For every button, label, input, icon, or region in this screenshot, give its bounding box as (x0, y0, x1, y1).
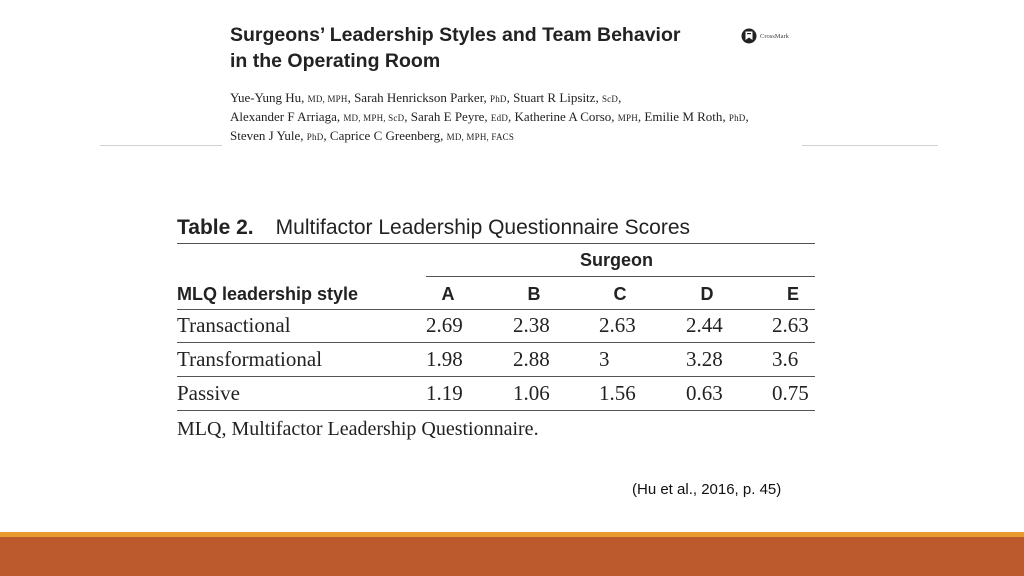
table-cell: 2.38 (513, 313, 550, 337)
table-cell: 3 (599, 347, 610, 371)
author-name: Alexander F Arriaga, (230, 109, 344, 124)
author-name: , Stuart R Lipsitz, (506, 90, 602, 105)
author-name: , Sarah Henrickson Parker, (347, 90, 490, 105)
author-degree: MD, MPH, FACS (446, 132, 515, 142)
author-name: Steven J Yule, (230, 128, 307, 143)
author-list (230, 89, 810, 146)
table-cell: 0.63 (686, 381, 723, 405)
citation: (Hu et al., 2016, p. 45) (632, 481, 782, 498)
author-degree: MPH (617, 113, 638, 123)
table-cell: 0.75 (772, 381, 809, 405)
author-name: Yue-Yung Hu, (230, 90, 308, 105)
author-line (230, 89, 810, 108)
author-degree: MD, MPH (307, 94, 348, 104)
column-header-b: B (527, 284, 541, 304)
table-top-rule (177, 243, 815, 244)
table-cell: 2.63 (599, 313, 636, 337)
table-caption: Multifactor Leadership Questionnaire Scores (275, 216, 691, 239)
row-divider-2 (177, 376, 815, 377)
row-label-passive: Passive (177, 381, 240, 405)
table-heading (177, 214, 690, 242)
table-bottom-rule (177, 410, 815, 411)
row-label-transformational: Transformational (177, 347, 323, 371)
row-header-mlq-style: MLQ leadership style (177, 284, 359, 304)
table-cell: 1.06 (513, 381, 550, 405)
footer-bar (0, 537, 1024, 576)
author-name: , Caprice C Greenberg, (323, 128, 447, 143)
divider-right (802, 145, 938, 146)
row-divider-1 (177, 342, 815, 343)
table-cell: 1.56 (599, 381, 636, 405)
table-cell: 2.69 (426, 313, 463, 337)
table-cell: 2.44 (686, 313, 723, 337)
author-line (230, 127, 810, 146)
column-header-e: E (786, 284, 799, 304)
paper-title-line-2: in the Operating Room (230, 50, 441, 72)
table-cell: 1.98 (426, 347, 463, 371)
table-cell: 3.28 (686, 347, 723, 371)
crossmark-label: CrossMark (760, 32, 789, 40)
author-name: , Emilie M Roth, (637, 109, 729, 124)
paper-title-line-1: Surgeons’ Leadership Styles and Team Behavior (230, 24, 681, 46)
table-cell: 2.88 (513, 347, 550, 371)
author-name: , Katherine A Corso, (508, 109, 618, 124)
author-line (230, 108, 810, 127)
crossmark-badge[interactable] (741, 27, 789, 45)
author-name: , (745, 109, 749, 124)
column-header-d: D (700, 284, 714, 304)
group-header-rule (426, 276, 815, 277)
table-number: Table 2. (177, 216, 254, 239)
author-degree: EdD (490, 113, 509, 123)
author-degree: PhD (306, 132, 324, 142)
group-header-surgeon: Surgeon (580, 250, 654, 270)
author-degree: MD, MPH, ScD (343, 113, 405, 123)
author-name: , Sarah E Peyre, (404, 109, 491, 124)
row-label-transactional: Transactional (177, 313, 291, 337)
column-header-a: A (441, 284, 455, 304)
author-degree: PhD (490, 94, 507, 104)
paper-title (230, 22, 680, 74)
column-header-c: C (613, 284, 627, 304)
table-cell: 1.19 (426, 381, 463, 405)
author-name: , (618, 90, 622, 105)
divider-left (100, 145, 222, 146)
author-degree: PhD (728, 113, 746, 123)
author-degree: ScD (601, 94, 619, 104)
table-cell: 2.63 (772, 313, 809, 337)
table-footnote: MLQ, Multifactor Leadership Questionnaire. (177, 418, 539, 440)
header-bottom-rule (177, 309, 815, 310)
crossmark-icon (741, 27, 757, 45)
table-cell: 3.6 (772, 347, 799, 371)
